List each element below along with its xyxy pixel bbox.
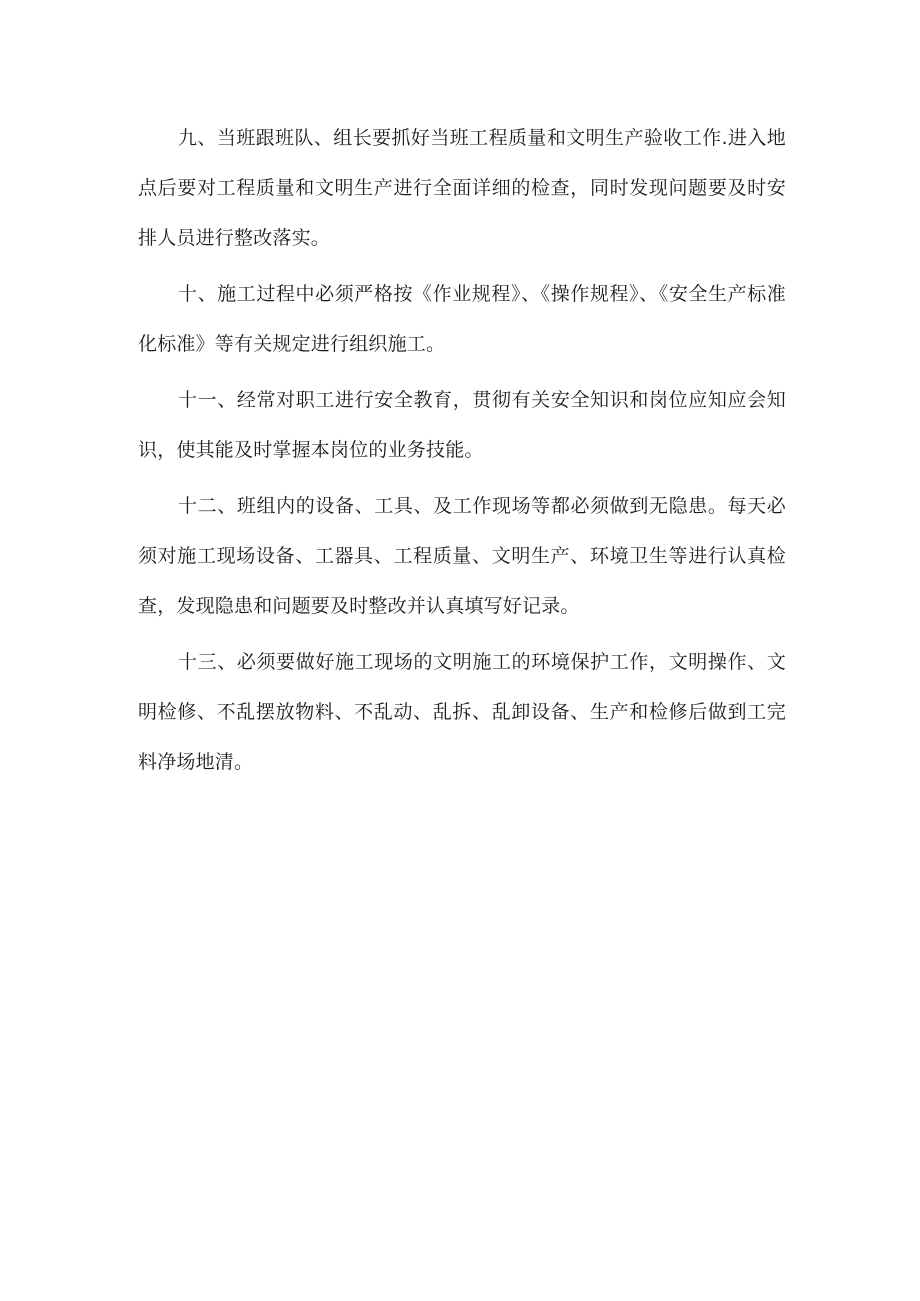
- document-body: [138, 113, 786, 793]
- paragraph-11: 十一、经常对职工进行安全教育，贯彻有关安全知识和岗位应知应会知识，使其能及时掌握本岗位的业务技能。: [138, 389, 786, 461]
- paragraph-9: 九、当班跟班队、组长要抓好当班工程质量和文明生产验收工作.进入地点后要对工程质量和文明生产进行全面详细的检查，同时发现问题要及时安排人员进行整改落实。: [138, 127, 786, 249]
- paragraph-10: 十、施工过程中必须严格按《作业规程》、《操作规程》、《安全生产标准化标准》等有关规定进行组织施工。: [138, 283, 786, 355]
- paragraph-13: 十三、必须要做好施工现场的文明施工的环境保护工作，文明操作、文明检修、不乱摆放物料、不乱动、乱拆、乱卸设备、生产和检修后做到工完料净场地清。: [138, 651, 786, 773]
- paragraph-12: 十二、班组内的设备、工具、及工作现场等都必须做到无隐患。每天必须对施工现场设备、工器具、工程质量、文明生产、环境卫生等进行认真检查，发现隐患和问题要及时整改并认真填写好记录。: [138, 495, 786, 617]
